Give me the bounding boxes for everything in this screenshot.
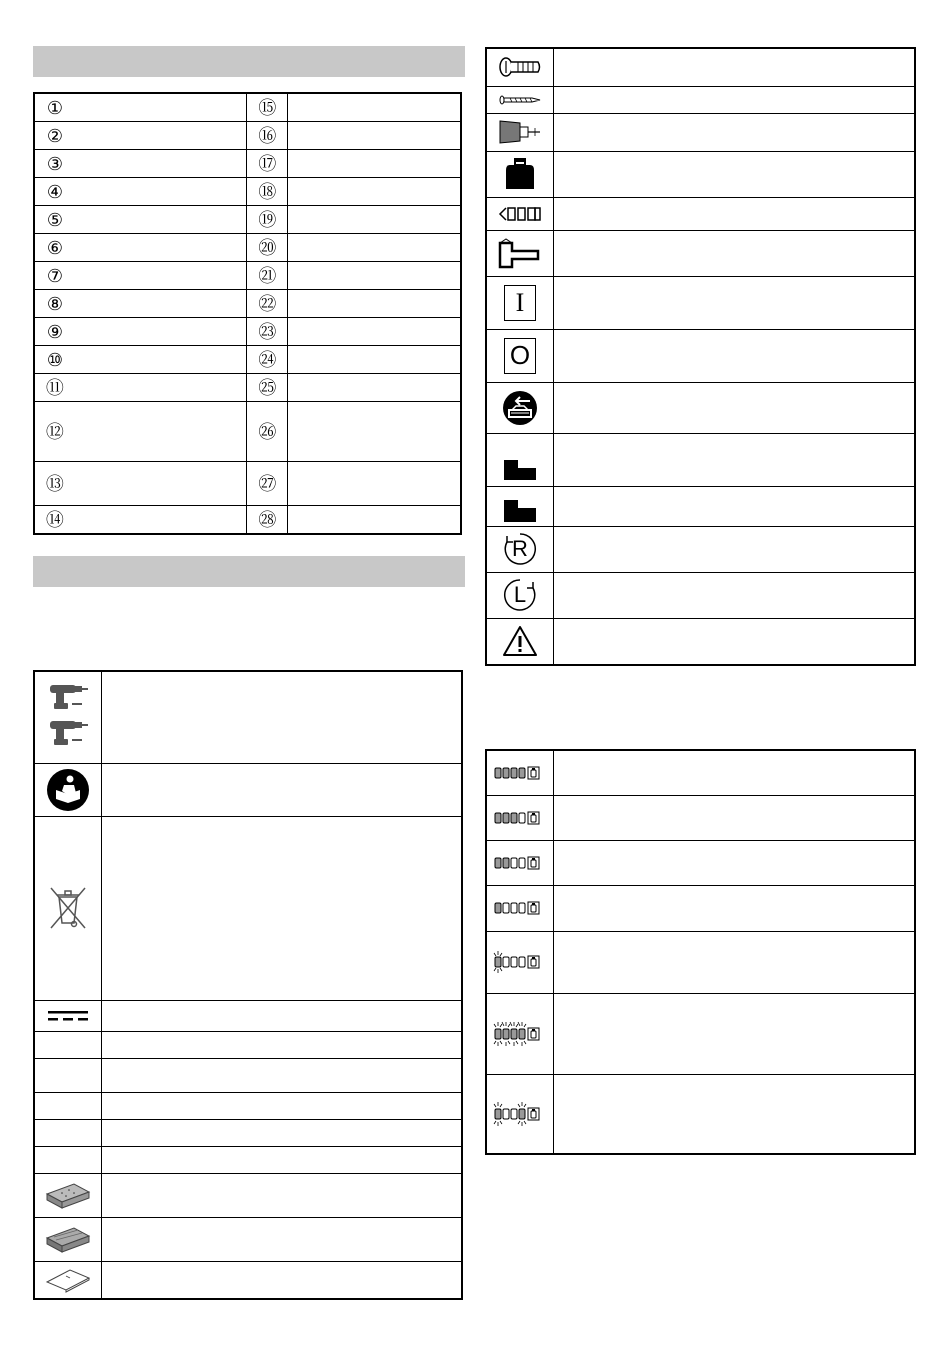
part-number-right: ⑳ [247, 234, 288, 262]
empty-symbol-cell [34, 1092, 102, 1119]
symbol-desc [102, 816, 463, 1000]
part-number-right: ㉓ [247, 318, 288, 346]
on-symbol-box: I [504, 285, 536, 321]
direct-current-icon [34, 1000, 102, 1031]
table-row [34, 816, 462, 1000]
part-name-left [75, 506, 247, 535]
part-name-left [75, 290, 247, 318]
weight-icon [486, 151, 554, 197]
part-name-right [288, 374, 461, 402]
table-row [486, 795, 915, 840]
table-row [486, 931, 915, 993]
table-row [34, 1031, 462, 1058]
weee-crossed-bin-icon [34, 816, 102, 1000]
table-row [34, 1261, 462, 1299]
part-number-right: ⑰ [247, 150, 288, 178]
symbol-desc [102, 1173, 463, 1217]
material-block-icon [34, 1173, 102, 1217]
symbol-desc [554, 276, 916, 329]
part-name-right [288, 262, 461, 290]
battery-level-4-icon [486, 750, 554, 795]
table-row [486, 86, 915, 113]
symbol-desc [554, 151, 916, 197]
part-name-left [75, 374, 247, 402]
battery-level-3-icon [486, 795, 554, 840]
on-switch-icon [486, 276, 554, 329]
symbol-desc [554, 1074, 916, 1154]
table-row [486, 197, 915, 230]
wood-screw-icon [486, 86, 554, 113]
symbol-desc [554, 993, 916, 1074]
table-row [34, 1173, 462, 1217]
part-number-left: ⑪ [34, 374, 75, 402]
symbol-desc [554, 486, 916, 526]
table-row [34, 346, 461, 374]
table-row [34, 93, 461, 122]
battery-indicator-table [485, 749, 916, 1155]
warning-triangle-icon [486, 618, 554, 665]
forward-rotation-icon [486, 526, 554, 572]
part-name-left [75, 150, 247, 178]
symbol-desc [554, 433, 916, 486]
symbol-desc [554, 618, 916, 665]
hammer-mode-icon [486, 230, 554, 276]
reverse-rotation-icon [486, 572, 554, 618]
table-row [486, 230, 915, 276]
table-row [34, 262, 461, 290]
part-name-right [288, 290, 461, 318]
symbol-desc [554, 48, 916, 86]
battery-cells-icon [486, 197, 554, 230]
symbol-desc [102, 1261, 463, 1299]
wood-plank-icon [34, 1217, 102, 1261]
part-name-right [288, 346, 461, 374]
empty-symbol-cell [34, 1119, 102, 1146]
part-number-left: ⑥ [34, 234, 75, 262]
symbol-desc [554, 197, 916, 230]
table-row [34, 402, 461, 462]
part-name-left [75, 206, 247, 234]
table-row [34, 1217, 462, 1261]
bolt-icon [486, 48, 554, 86]
table-row [486, 486, 915, 526]
part-name-left [75, 122, 247, 150]
part-number-right: ㉕ [247, 374, 288, 402]
symbol-desc [554, 931, 916, 993]
rotation-l-label: L [513, 582, 527, 607]
drill-chuck-icon [486, 113, 554, 151]
symbol-desc [554, 572, 916, 618]
part-name-left [75, 346, 247, 374]
symbol-desc [554, 329, 916, 382]
symbol-desc [102, 1217, 463, 1261]
empty-symbol-cell [34, 1146, 102, 1173]
battery-level-1-icon [486, 885, 554, 931]
low-speed-icon [486, 486, 554, 526]
part-name-right [288, 206, 461, 234]
part-number-left: ⑨ [34, 318, 75, 346]
part-number-right: ⑱ [247, 178, 288, 206]
table-row [486, 885, 915, 931]
battery-alternate-blinking-icon [486, 1074, 554, 1154]
symbol-desc [554, 230, 916, 276]
part-name-left [75, 178, 247, 206]
table-row [486, 572, 915, 618]
table-row [34, 290, 461, 318]
table-row [486, 526, 915, 572]
table-row [486, 750, 915, 795]
part-name-right [288, 234, 461, 262]
part-number-right: ⑮ [247, 93, 288, 122]
part-number-right: ㉘ [247, 506, 288, 535]
part-number-left: ③ [34, 150, 75, 178]
table-row [34, 1146, 462, 1173]
part-number-right: ⑯ [247, 122, 288, 150]
table-row [486, 48, 915, 86]
table-row [486, 993, 915, 1074]
drill-models-icon [34, 671, 102, 763]
part-number-left: ① [34, 93, 75, 122]
part-name-left [75, 93, 247, 122]
part-name-left [75, 318, 247, 346]
part-number-left: ② [34, 122, 75, 150]
symbols-table-right [485, 47, 916, 666]
symbols-table-left [33, 670, 463, 1300]
table-row [486, 433, 915, 486]
symbol-desc [554, 113, 916, 151]
part-name-right [288, 150, 461, 178]
symbol-desc [102, 1119, 463, 1146]
section-header-bar-parts [33, 46, 465, 77]
part-name-left [75, 234, 247, 262]
part-name-right [288, 462, 461, 506]
table-row [34, 1058, 462, 1092]
part-name-left [75, 402, 247, 462]
table-row [34, 122, 461, 150]
empty-symbol-cell [34, 1058, 102, 1092]
symbol-desc [554, 885, 916, 931]
part-number-left: ⑭ [45, 509, 64, 530]
table-row [34, 318, 461, 346]
table-row [34, 1000, 462, 1031]
part-name-right [288, 93, 461, 122]
table-row [34, 1092, 462, 1119]
symbol-desc [554, 86, 916, 113]
part-number-right: ㉗ [247, 462, 288, 506]
off-symbol-box: O [504, 338, 536, 374]
sheet-metal-icon [34, 1261, 102, 1299]
part-name-left [75, 262, 247, 290]
symbol-desc [554, 382, 916, 433]
table-row [34, 763, 462, 816]
symbol-desc [102, 1146, 463, 1173]
table-row [486, 329, 915, 382]
part-number-right: ㉔ [247, 346, 288, 374]
table-row [486, 1074, 915, 1154]
part-name-right [288, 506, 461, 535]
battery-level-blinking-1-icon [486, 931, 554, 993]
part-name-right [288, 122, 461, 150]
table-row [486, 382, 915, 433]
part-number-left: ⑩ [34, 346, 75, 374]
table-row [34, 234, 461, 262]
symbol-desc [102, 1058, 463, 1092]
part-number-right: ㉒ [247, 290, 288, 318]
read-manual-icon [34, 763, 102, 816]
symbol-desc [554, 795, 916, 840]
symbol-desc [102, 1092, 463, 1119]
part-number-left: ⑫ [34, 402, 75, 462]
symbol-desc [102, 671, 463, 763]
table-row [486, 840, 915, 885]
table-row [34, 1119, 462, 1146]
table-row [34, 671, 462, 763]
part-name-right [288, 402, 461, 462]
table-row [486, 151, 915, 197]
empty-symbol-cell [34, 1031, 102, 1058]
table-row [34, 374, 461, 402]
symbol-desc [554, 840, 916, 885]
symbol-desc [102, 1031, 463, 1058]
high-speed-icon [486, 433, 554, 486]
table-row [34, 462, 461, 506]
part-number-right: ㉖ [247, 402, 288, 462]
part-number-left: ⑧ [34, 290, 75, 318]
part-number-left: ④ [34, 178, 75, 206]
part-number-left: ⑦ [34, 262, 75, 290]
part-number-left: ⑤ [34, 206, 75, 234]
part-number-right: ㉑ [247, 262, 288, 290]
table-row [34, 206, 461, 234]
table-row [486, 276, 915, 329]
part-name-left [75, 462, 247, 506]
part-name-right [288, 178, 461, 206]
table-row [34, 506, 461, 535]
section-header-bar-symbols [33, 556, 465, 587]
part-number-right: ⑲ [247, 206, 288, 234]
table-row [486, 618, 915, 665]
battery-all-blinking-icon [486, 993, 554, 1074]
off-switch-icon [486, 329, 554, 382]
part-number-left: ⑬ [34, 462, 75, 506]
remove-battery-icon [486, 382, 554, 433]
symbol-desc [554, 750, 916, 795]
table-row [34, 178, 461, 206]
battery-level-2-icon [486, 840, 554, 885]
symbol-desc [554, 526, 916, 572]
table-row [34, 150, 461, 178]
symbol-desc [102, 1000, 463, 1031]
part-name-right [288, 318, 461, 346]
rotation-r-label: R [512, 536, 528, 561]
symbol-desc [102, 763, 463, 816]
parts-table [33, 92, 462, 535]
table-row [486, 113, 915, 151]
